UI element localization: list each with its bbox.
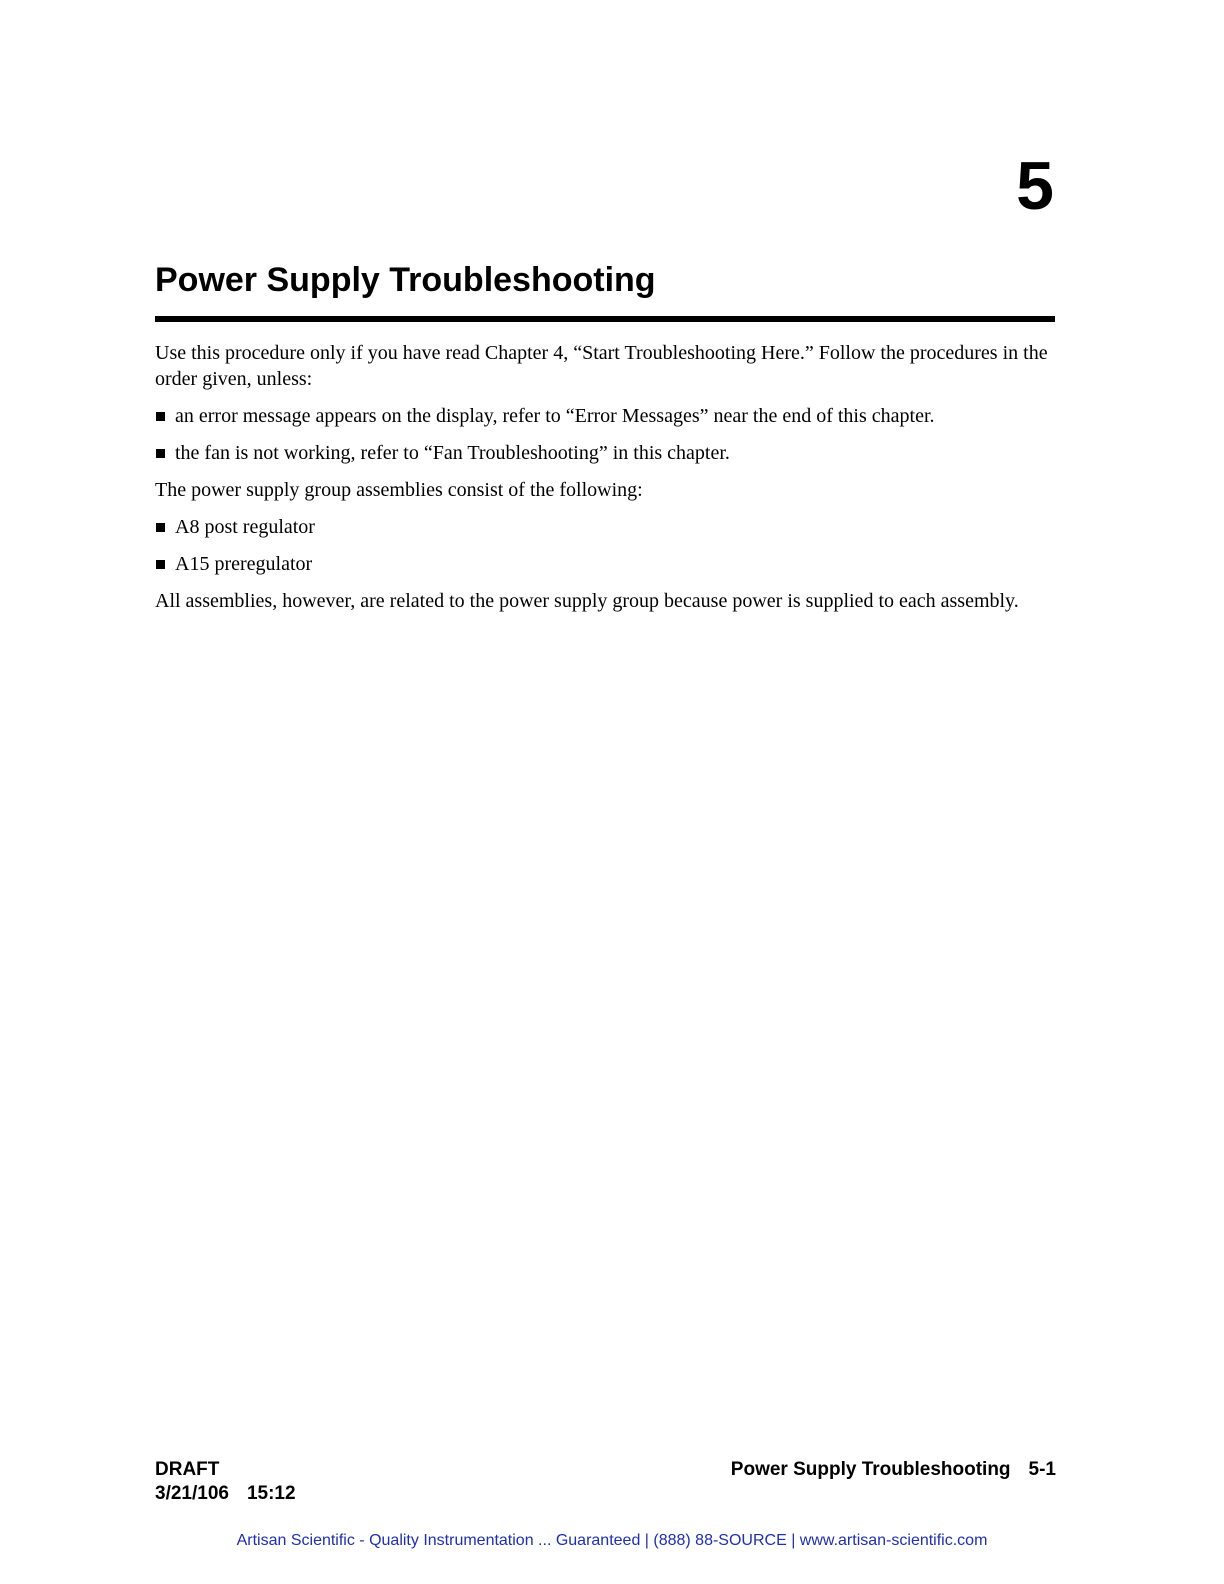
title-rule <box>155 316 1055 322</box>
list-item <box>155 440 1055 466</box>
square-bullet-icon <box>156 412 165 421</box>
list-item <box>155 514 1055 540</box>
square-bullet-icon <box>156 449 165 458</box>
list-item-text: the fan is not working, refer to “Fan Troubleshooting” in this chapter. <box>175 442 730 464</box>
assemblies-intro-paragraph: The power supply group assemblies consist of the following: <box>155 479 643 501</box>
footer-status: DRAFT <box>155 1459 220 1480</box>
square-bullet-icon <box>156 560 165 569</box>
footer-running-head <box>731 1458 1056 1482</box>
page-number: 5-1 <box>1028 1459 1056 1480</box>
chapter-body <box>155 340 1055 625</box>
vendor-banner-link[interactable]: Artisan Scientific - Quality Instrumentation ... Guaranteed | (888) 88-SOURCE | www.artisan-scientific.com <box>236 1532 988 1549</box>
footer-running-title: Power Supply Troubleshooting <box>730 1459 1011 1480</box>
list-item <box>155 551 1055 577</box>
intro-paragraph: Use this procedure only if you have read Chapter 4, “Start Troubleshooting Here.” Follow the procedures in the order given, unless: <box>155 342 1048 390</box>
footer-datetime <box>155 1482 296 1506</box>
footer-date: 3/21/106 <box>155 1483 229 1504</box>
list-item-text: an error message appears on the display, refer to “Error Messages” near the end of this chapter. <box>175 405 935 427</box>
exception-list <box>155 403 1055 466</box>
footer-time: 15:12 <box>246 1483 296 1504</box>
assembly-list <box>155 514 1055 577</box>
footer-draft-stamp <box>155 1458 296 1506</box>
chapter-number: 5 <box>1016 148 1054 224</box>
square-bullet-icon <box>156 523 165 532</box>
chapter-title: Power Supply Troubleshooting <box>155 261 656 299</box>
closing-paragraph: All assemblies, however, are related to the power supply group because power is supplied to each assembly. <box>155 590 1019 612</box>
list-item <box>155 403 1055 429</box>
list-item-text: A8 post regulator <box>175 516 315 538</box>
list-item-text: A15 preregulator <box>175 553 313 575</box>
